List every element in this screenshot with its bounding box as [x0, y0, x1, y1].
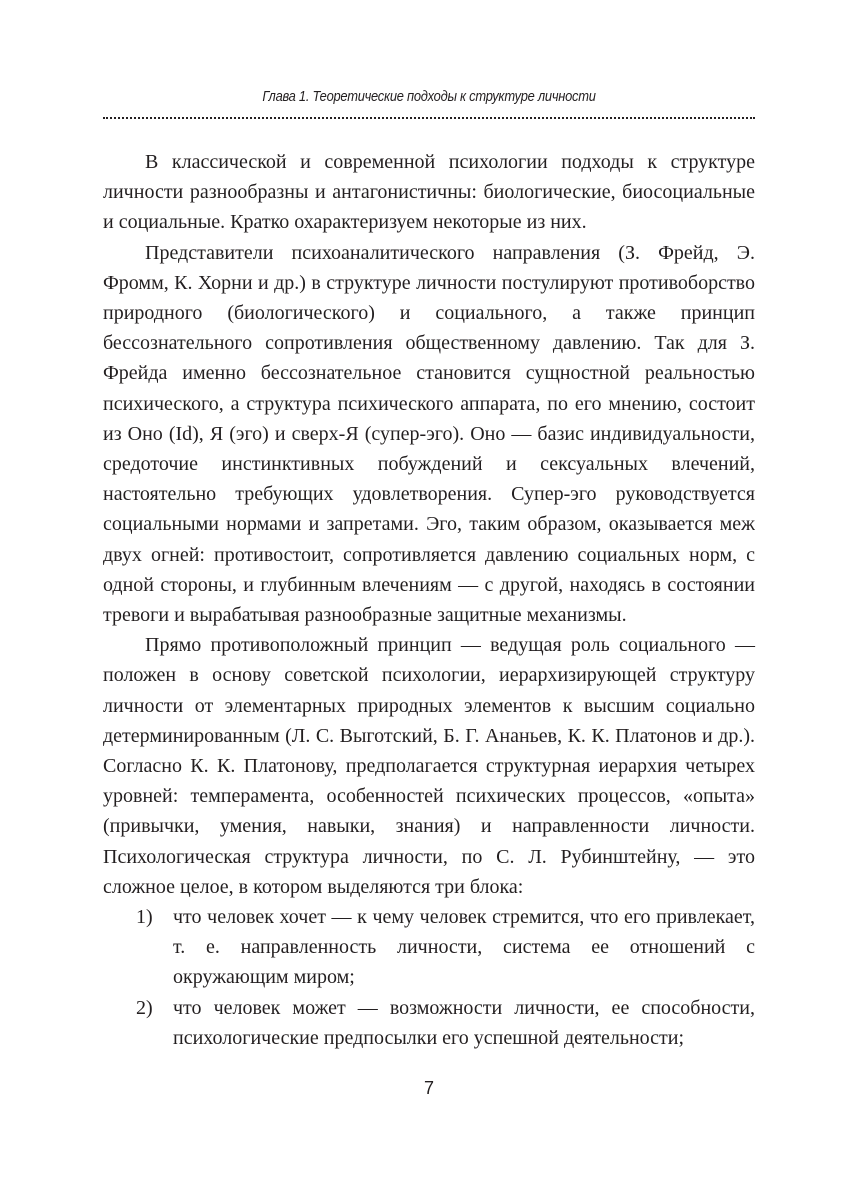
- paragraph: В классической и современной психологии подходы к структуре личности разнообразны и антагонистичны: биологические, биосоциальные и социальные. Кратко охарактеризуем некоторые из них.: [103, 151, 755, 234]
- list-number: 2): [136, 996, 153, 1019]
- page-number: 7: [423, 1078, 434, 1098]
- list-text: что человек хочет — к чему человек стремится, что его привлекает, т. е. направленность личности, система ее отношений с окружающим миром;: [173, 906, 755, 989]
- paragraph: Представители психоаналитического направления (З. Фрейд, Э. Фромм, К. Хорни и др.) в структуре личности постулируют противоборство природного (биологического) и социального, а также принцип бессознательного сопротивления общественному давлению. Так для З. Фрейда именно бессознательное становится сущностной реальностью психического, а структура психического аппарата, по его мнению, состоит из Оно (Id), Я (эго) и сверх-Я (супер-эго). Оно — базис индивидуальности, средоточие инстинктивных побуждений и сексуальных влечений, настоятельно требующих удовлетворения. Супер-эго руководствуется социальными нормами и запретами. Эго, таким образом, оказывается меж двух огней: противостоит, сопротивляется давлению социальных норм, с одной стороны, и глубинным влечениям — с другой, находясь в состоянии тревоги и вырабатывая разнообразные защитные механизмы.: [103, 241, 755, 627]
- list-item: [103, 993, 755, 1053]
- running-head: Глава 1. Теоретические подходы к структуре личности: [262, 88, 596, 105]
- header-dotted-rule: [103, 117, 755, 119]
- list-number: 1): [136, 906, 153, 929]
- list-text: что человек может — возможности личности, ее способности, психологические предпосылки его успешной деятельности;: [173, 996, 755, 1049]
- body-text: [103, 147, 755, 1053]
- paragraph: Прямо противоположный принцип — ведущая роль социального — положен в основу советской психологии, иерархизирующей структуру личности от элементарных природных элементов к высшим социально детерминированным (Л. С. Выготский, Б. Г. Ананьев, К. К. Платонов и др.). Согласно К. К. Платонову, предполагается структурная иерархия четырех уровней: темперамента, особенностей психических процессов, «опыта» (привычки, умения, навыки, знания) и направленности личности. Психологическая структура личности, по С. Л. Рубинштейну, — это сложное целое, в котором выделяются три блока:: [103, 634, 755, 898]
- list-item: [103, 902, 755, 993]
